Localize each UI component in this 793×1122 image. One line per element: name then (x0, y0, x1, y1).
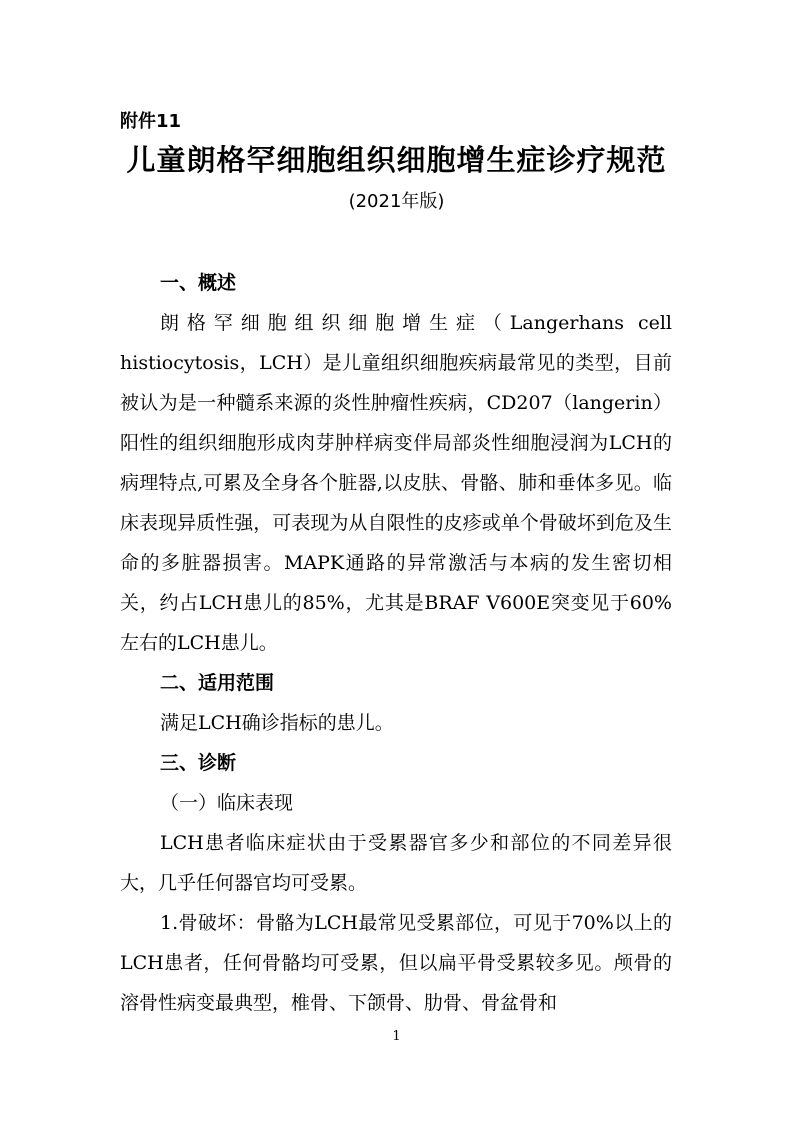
clinical-paragraph-2: 1.骨破坏：骨骼为LCH最常见受累部位，可见于70%以上的LCH患者，任何骨骼均可受累，但以扁平骨受累较多见。颅骨的溶骨性病变最典型，椎骨、下颌骨、肋骨、骨盆骨和 (120, 912, 672, 1014)
section-heading-overview: 一、概述 (160, 272, 237, 294)
section-heading-diagnosis: 三、诊断 (160, 752, 237, 774)
overview-paragraph: 朗格罕细胞组织细胞增生症（Langerhans cell histiocytosis，LCH）是儿童组织细胞疾病最常见的类型，目前被认为是一种髓系来源的炎性肿瘤性疾病，CD207（langerin）阳性的组织细胞形成肉芽肿样病变伴局部炎性细胞浸润为LCH的病理特点,可累及全身各个脏器,以皮肤、骨骼、肺和垂体多见。临床表现异质性强，可表现为从自限性的皮疹或单个骨破坏到危及生命的多脏器损害。MAPK通路的异常激活与本病的发生密切相关，约占LCH患儿的85%，尤其是BRAF V600E突变见于60%左右的LCH患儿。 (120, 312, 672, 654)
attachment-label: 附件11 (120, 111, 182, 132)
document-title: 儿童朗格罕细胞组织细胞增生症诊疗规范 (126, 143, 667, 177)
scope-paragraph: 满足LCH确诊指标的患儿。 (160, 712, 394, 734)
document-body (120, 263, 672, 1023)
section-heading-scope: 二、适用范围 (160, 672, 275, 694)
clinical-paragraph-1: LCH患者临床症状由于受累器官多少和部位的不同差异很大，几乎任何器官均可受累。 (120, 832, 672, 894)
edition-label: (2021年版) (348, 191, 445, 212)
page-number: 1 (392, 1029, 401, 1044)
subsection-heading-clinical: （一）临床表现 (160, 792, 294, 814)
